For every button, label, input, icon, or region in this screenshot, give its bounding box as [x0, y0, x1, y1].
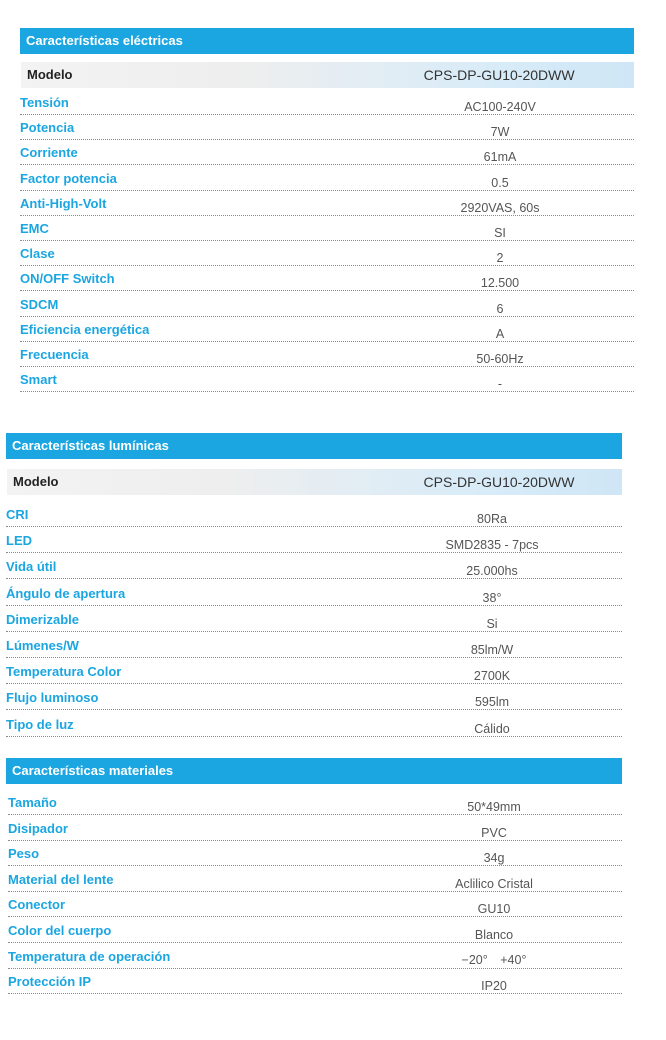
spec-label: Corriente	[20, 145, 78, 161]
spec-row	[6, 554, 622, 579]
spec-label: Anti-High-Volt	[20, 195, 107, 211]
spec-row	[20, 367, 634, 392]
spec-value: 34g	[483, 851, 505, 866]
row-divider	[8, 993, 622, 994]
spec-label: Smart	[20, 372, 57, 388]
spec-label: Color del cuerpo	[8, 923, 112, 938]
spec-value: Aclilico Cristal	[455, 876, 533, 891]
spec-value: 12.500	[480, 276, 520, 291]
row-divider	[6, 605, 622, 606]
electrical-header: Características eléctricas	[20, 28, 634, 54]
spec-value: 61mA	[483, 150, 517, 165]
spec-label: Ángulo de apertura	[6, 585, 126, 601]
spec-label: Peso	[8, 846, 40, 862]
spec-row	[20, 166, 634, 191]
spec-value: Blanco	[474, 928, 514, 942]
spec-value: 25.000hs	[466, 564, 518, 579]
spec-label: EMC	[20, 221, 49, 236]
spec-row	[8, 841, 622, 866]
spec-value: 50*49mm	[467, 800, 521, 814]
spec-value: 7W	[490, 125, 510, 140]
spec-label: Dimerizable	[6, 611, 79, 627]
electrical-model-value: CPS-DP-GU10-20DWW	[423, 67, 575, 83]
spec-row	[6, 685, 622, 710]
spec-label: CRI	[6, 507, 29, 522]
spec-label: Vida útil	[6, 559, 57, 575]
spec-row	[20, 317, 634, 342]
spec-label: LED	[6, 533, 32, 549]
row-divider	[6, 552, 622, 553]
spec-row	[8, 867, 622, 892]
spec-label: Disipador	[8, 820, 68, 836]
row-divider	[6, 657, 622, 658]
spec-value: 2700K	[473, 669, 511, 684]
spec-row	[6, 607, 622, 632]
spec-label: Flujo luminoso	[6, 690, 99, 706]
luminous-model-row	[7, 469, 622, 495]
spec-row	[20, 292, 634, 317]
spec-row	[8, 918, 622, 943]
row-divider	[6, 631, 622, 632]
spec-value: GU10	[477, 902, 511, 917]
spec-value: 50-60Hz	[476, 352, 524, 366]
luminous-model-value: CPS-DP-GU10-20DWW	[423, 474, 575, 490]
spec-label: Tamaño	[8, 795, 57, 810]
spec-row	[20, 115, 634, 140]
spec-label: ON/OFF Switch	[20, 271, 115, 287]
spec-value: Cálido	[474, 721, 510, 736]
row-divider	[6, 683, 622, 684]
spec-value: 6	[496, 301, 504, 316]
spec-row	[8, 944, 622, 969]
materials-section	[6, 758, 622, 1000]
spec-label: Temperatura de operación	[8, 948, 171, 964]
spec-value: 2920VAS, 60s	[460, 200, 540, 215]
spec-value: 0.5	[491, 175, 509, 190]
spec-label: Potencia	[20, 120, 75, 136]
spec-label: Lúmenes/W	[6, 638, 79, 653]
spec-row	[8, 816, 622, 841]
spec-row	[8, 892, 622, 917]
spec-value: SI	[494, 226, 506, 240]
spec-label: Temperatura Color	[6, 664, 122, 680]
spec-label: Tensión	[20, 95, 69, 110]
spec-label: Clase	[20, 246, 55, 262]
row-divider	[6, 736, 622, 737]
spec-row	[20, 140, 634, 165]
spec-row	[20, 90, 634, 115]
spec-row	[20, 342, 634, 367]
spec-row	[20, 241, 634, 266]
spec-value: −20° +40°	[461, 952, 527, 967]
row-divider	[6, 578, 622, 579]
spec-value: 80Ra	[477, 512, 507, 526]
electrical-model-label: Modelo	[27, 67, 73, 82]
spec-value: 595lm	[474, 695, 510, 710]
electrical-section	[20, 28, 634, 400]
luminous-section	[6, 433, 622, 736]
spec-label: Eficiencia energética	[20, 321, 150, 337]
spec-value: A	[495, 326, 505, 341]
spec-label: Factor potencia	[20, 170, 117, 186]
spec-value: Si	[486, 616, 498, 631]
spec-row	[20, 266, 634, 291]
spec-label: Tipo de luz	[6, 716, 74, 732]
materials-header: Características materiales	[6, 758, 622, 784]
luminous-model-label: Modelo	[13, 474, 59, 489]
spec-row	[6, 633, 622, 658]
spec-row	[20, 191, 634, 216]
spec-value: IP20	[481, 979, 507, 994]
electrical-model-row	[21, 62, 634, 88]
spec-value: 2	[496, 251, 504, 266]
spec-row	[8, 969, 622, 994]
spec-row	[6, 528, 622, 553]
spec-label: Protección IP	[8, 974, 92, 990]
spec-label: Frecuencia	[20, 347, 89, 362]
row-divider	[20, 391, 634, 392]
spec-row	[20, 216, 634, 241]
spec-row	[6, 502, 622, 527]
spec-row	[8, 790, 622, 815]
spec-label: Material del lente	[8, 871, 114, 887]
spec-row	[6, 659, 622, 684]
spec-value: SMD2835 - 7pcs	[445, 538, 539, 553]
luminous-header: Características lumínicas	[6, 433, 622, 459]
spec-label: SDCM	[20, 296, 59, 312]
spec-value: -	[497, 377, 503, 392]
spec-value: PVC	[481, 825, 507, 840]
row-divider	[6, 709, 622, 710]
spec-label: Conector	[8, 897, 66, 913]
spec-row	[6, 712, 622, 737]
row-divider	[6, 526, 622, 527]
spec-value: 38°	[482, 590, 502, 605]
spec-value: AC100-240V	[464, 100, 536, 114]
spec-value: 85lm/W	[470, 643, 514, 657]
spec-row	[6, 581, 622, 606]
